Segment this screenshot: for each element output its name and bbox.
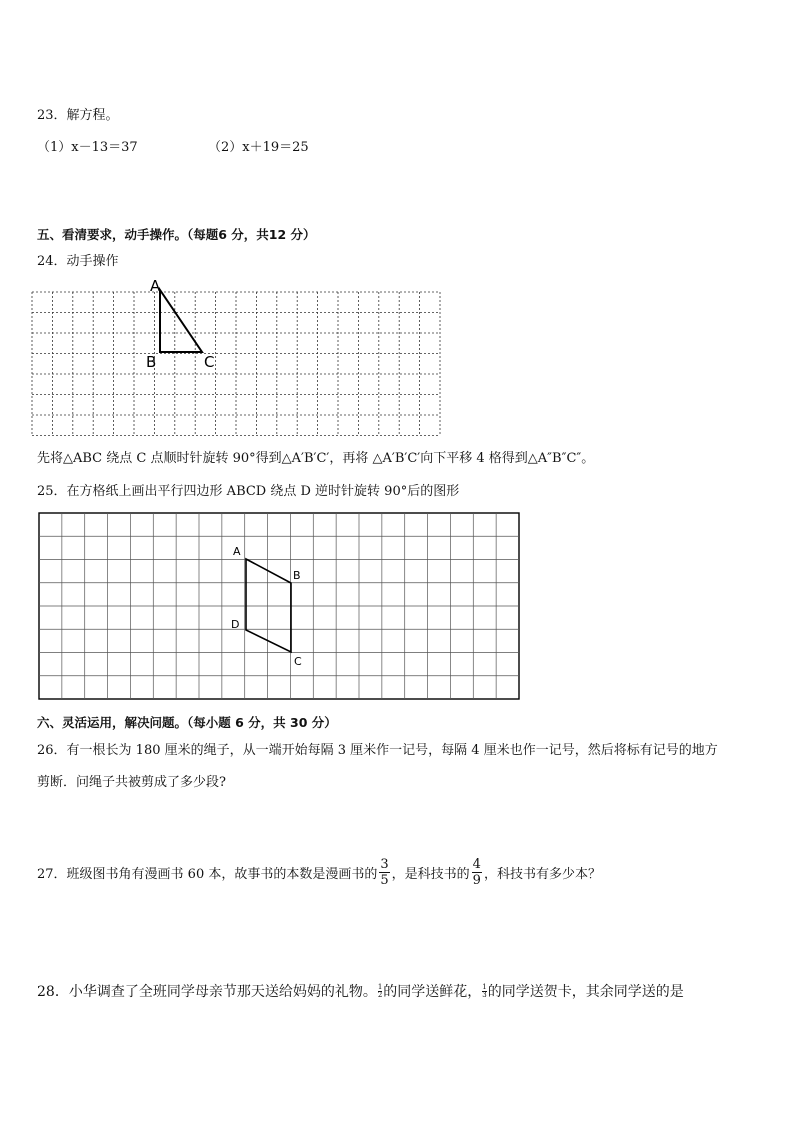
label-a: A xyxy=(150,277,161,295)
q28-text-1: 28．小华调查了全班同学母亲节那天送给妈妈的礼物。 xyxy=(37,984,377,1000)
q27-fraction-2 xyxy=(472,858,482,887)
label-c: C xyxy=(204,353,215,371)
section-5-heading: 五、看清要求，动手操作。（每题6 分，共12 分） xyxy=(37,227,316,242)
parallelogram-abcd xyxy=(246,559,291,652)
fraction-denominator: 9 xyxy=(472,873,481,888)
label-b: B xyxy=(146,353,157,371)
fraction-numerator: 1 xyxy=(482,982,487,991)
label-c: C xyxy=(294,655,302,668)
q24-grid-figure xyxy=(30,272,455,442)
q24-dashed-grid xyxy=(32,292,440,436)
q23-title: 23．解方程。 xyxy=(37,108,119,123)
fraction-numerator: 3 xyxy=(380,857,389,872)
q27-fraction-1 xyxy=(379,858,389,887)
fraction-numerator: 1 xyxy=(377,982,383,991)
q28-fraction-2 xyxy=(482,984,486,999)
q25-title: 25．在方格纸上画出平行四边形 ABCD 绕点 D 逆时针旋转 90°后的图形 xyxy=(37,484,460,499)
q27-question xyxy=(37,858,601,887)
fraction-denominator: 5 xyxy=(380,873,389,888)
q28-fraction-1 xyxy=(378,984,382,999)
q27-text-3: ，科技书有多少本？ xyxy=(483,867,601,882)
label-a: A xyxy=(233,545,241,558)
q28-text-3: 的同学送贺卡，其余同学送的是 xyxy=(487,984,684,1000)
label-d: D xyxy=(231,618,240,631)
fraction-denominator: 3 xyxy=(482,990,487,999)
q27-text-2: ，是科技书的 xyxy=(391,867,470,882)
label-b: B xyxy=(293,569,301,582)
q23-equation-2: （2）x＋19＝25 xyxy=(208,140,309,155)
q23-equation-1: （1）x－13＝37 xyxy=(37,140,138,155)
q25-grid-figure xyxy=(38,512,522,702)
fraction-numerator: 4 xyxy=(472,857,481,872)
section-6-heading: 六、灵活运用，解决问题。（每小题 6 分，共 30 分） xyxy=(37,715,337,730)
triangle-abc xyxy=(160,290,202,352)
q24-instruction: 先将△ABC 绕点 C 点顺时针旋转 90°得到△A′B′C′，再将 △A′B′C′向下平移 4 格得到△A″B″C″。 xyxy=(37,451,595,466)
q25-grid-lines xyxy=(39,513,519,699)
fraction-denominator: 2 xyxy=(377,990,383,999)
q28-question xyxy=(37,981,684,1001)
q26-line-2: 剪断．问绳子共被剪成了多少段? xyxy=(37,775,226,790)
q28-text-2: 的同学送鲜花， xyxy=(383,984,482,1000)
q26-line-1: 26．有一根长为 180 厘米的绳子，从一端开始每隔 3 厘米作一记号，每隔 4 厘米也作一记号，然后将标有记号的地方 xyxy=(37,743,718,758)
q27-text-1: 27．班级图书角有漫画书 60 本，故事书的本数是漫画书的 xyxy=(37,867,378,882)
q24-title: 24．动手操作 xyxy=(37,254,119,269)
